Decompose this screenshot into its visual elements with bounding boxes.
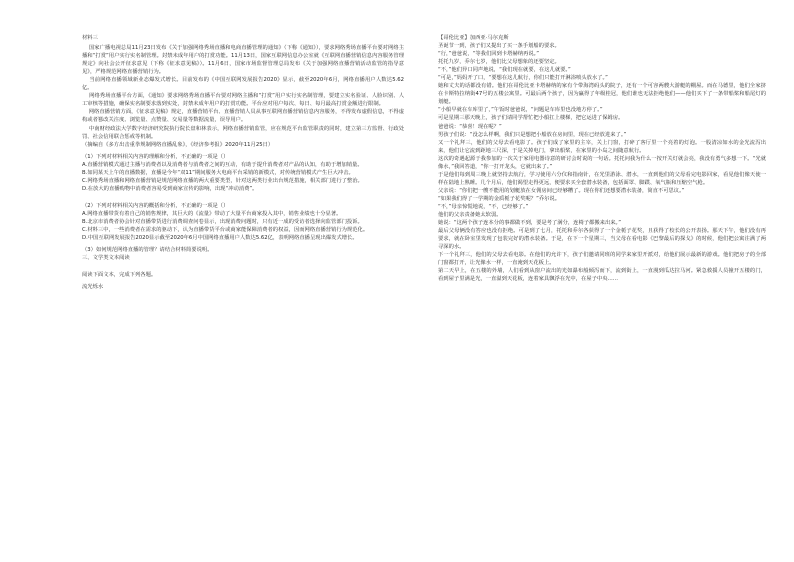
question-2-stem: （2）下列对材料相关内容的概括和分析，不正确的一项是（） (82, 202, 229, 209)
story-paragraph: 第二天早上，在五楼的外墙，人们看到从窗户流出的光如瀑布般倾泻而下，流到街上，一直漫到瓜达拉马河。紧急救援人员撞开五楼的门，看到屋子里满是光，一直溢到天花板，连着家具飘浮在光中，在屋子中央…… (438, 268, 766, 283)
material-paragraph: 网络秀场直播平台方面，《通知》要求网络秀场直播平台要对网络主播和“打赏”用户实行实名制管理，要建立实名验证、人脸识别、人工审核等措施，确保实名制要求落到实处，封禁未成年用户的打赏功能。平台应对用户每次、每日、每月最高打赏金额进行限制。 (82, 93, 404, 108)
story-author: 【哥伦比亚】加西亚·马尔克斯 (438, 35, 509, 41)
question-1-stem: （1）下列对材料相关内容的理解和分析，不正确的一项是（） (82, 153, 229, 160)
material-paragraph: 中南财经政法大学数字经济研究院执行院长盘和林表示，网络直播营销监管，应在规范平台监管职责的同时，建立第三方监督、行政处罚、社会信用联合惩戒等机制。 (82, 125, 404, 140)
question-1-option-d: D.在放大的直播购物中消费者容易受到商家宣传的影响，出现“冲动消费”。 (82, 185, 258, 192)
story-paragraph: 男孩子们说：“没怎么样啊，我们只是想把小船放在房间里，现在已经放进来了。” (438, 131, 627, 138)
right-column (438, 34, 766, 283)
story-paragraph: 他们的父亲责备她太软弱。 (438, 212, 502, 219)
question-1-option-b: B.如同某天上午的直播数据，直播是今年“双11”期间服务大电商平台采销的新模式，对传统营销模式产生巨大冲击。 (82, 169, 354, 176)
material-paragraph: 网络直播营销方面，《征求意见稿》规定，直播营销平台、直播营销人员从事互联网直播营销信息内容服务，不得发布虚假信息，不得虚构或者篡改关注度、浏览量、点赞量、交易量等数据流量，误导用户。 (82, 109, 404, 124)
story-paragraph: 托托九岁，乔尔七岁，他们比父母想象的还要坚定。 (438, 59, 560, 66)
question-3: （3）如何规范网络直播的管理？请结合材料简要说明。 (82, 247, 213, 254)
story-paragraph: “不，”母亲惊慌地说，“不，已经够了。” (438, 203, 529, 210)
story-paragraph: 这次的奇遇起源于我参加的一次关于家用电器诗意的研讨会时说的一句话。托托问我为什么一按开关灯就会亮，我没有勇气多想一下。“光就像水，”我回答道，“你一打开龙头，它就出来了。” (438, 155, 766, 170)
story-paragraph: 于是他们每到周三晚上就坚持去航行，学习使用六分仪和指南针，在光里游泳、潜水，一直到他们的父母看完电影回家，看见他们像天使一样在陆地上熟睡。几个月后，他们渴望走得更远，便要求买全套潜水装备，包括面罩、脚蹼、氧气瓶和压缩空气枪。 (438, 171, 766, 186)
story-paragraph: 她和丈夫的话都没有错。他们在哥伦比亚卡塔赫纳的家有个带海湾码头的院子，还有一个可容两艘大游艇的棚屋。而在马德里，他们全家挤在卡斯特拉纳街47号的五楼公寓里。可最后两个孩子，因为赢得了年级桂冠，他们谁也无法拒绝他们——他们买下了一条带船桨和船尾灯的划艇。 (438, 83, 766, 106)
story-paragraph: “如果我们得了一学期的金质栀子花奖呢？”乔尔说。 (438, 195, 561, 202)
story-paragraph: 爸爸说：“恭喜！现在呢？” (438, 123, 502, 130)
story-paragraph: 又一个礼拜三，他们的父母去看电影了。孩子们成了家里的主宰，关上门窗，打碎了客厅里一个亮着的灯泡。一股清凉如水的金光流泻出来，他们让它流到距地三尺深，于是关掉电门，拿出船桨，在家里的小岛之间随意航行。 (438, 139, 766, 154)
story-paragraph: 下一个礼拜三，他们的父母去看电影。在他们的允许下，孩子们邀请同班的同学来家里开派对，给他们展示最新的游戏。他们把房子的全部门窗都打开，让光像水一样，一直淹到天花板上。 (438, 252, 766, 267)
reading-instruction: 阅读下面文本，完成下列各题。 (82, 272, 157, 279)
material-paragraph: 当前网络直播领域新业态爆发式增长。目前发布的《中国互联网发展报告2020》显示，截至2020年6月，网络直播用户人数达5.62亿。 (82, 77, 404, 92)
source-citation: （摘编自《多方出击重拳规制网络直播乱象》，《经济参考报》2020年11月25日） (82, 141, 274, 148)
question-1-option-a: A.直播营销模式通过主播与消费者以及消费者与消费者之间的互动，有助于提升消费者对产品的认知，有助于增加销量。 (82, 161, 363, 168)
question-2-option-d: D.中国互联网发展报告2020显示截至2020年6月中国网络直播用户人数达5.62亿，表明网络直播呈现出爆发式增长。 (82, 235, 358, 242)
story-paragraph: “不，”他们异口同声地说，“我们现在就要，在这儿就要。” (438, 67, 571, 74)
story-title: 流光烁水 (82, 284, 104, 291)
story-paragraph: “小船早就在车库里了，”午饭时爸爸说，“问题是车库里也没地方停了。” (438, 107, 603, 114)
question-2-option-a: A.网络直播带货有着自己的销售规律，其巨大的《流量》带动了大量平台商家投入其中，销售业绩也十分显著。 (82, 210, 342, 217)
question-1-option-c: C.网络秀场直播和网络直播营销是规范网络直播的两大重要类型，针对这两类行业出台规范措施，相关部门进行了整治。 (82, 177, 363, 184)
story-paragraph: “可是，”妈妈开了口，“要想在这儿航行，你们只能打开淋浴喷头放水了。” (438, 75, 608, 82)
question-2-option-c: C.材料三中，一些消费者在需求的驱动下，认为直播带货平台或商家能保障消费者的权益，因而网络直播营销行为规范化。 (82, 227, 369, 234)
story-paragraph: “行，”爸爸说，“等我们回到卡塔赫纳再说。” (438, 51, 540, 58)
story-paragraph: 父亲说：“你们把一艘不能用的划艇放在女佣房间已经够糟了。现在你们还想要潜水装备，简直不可思议。” (438, 187, 685, 194)
story-paragraph: 最后父母俩没有答应也没有拒绝。可是到了七月，托托和乔尔各获得了一个金栀子花奖，且获得了校长的公开表扬。那天下午，他们没有再要求，就在卧室里发现了包装完好的潜水装备。于是，在下一个星期三，当父母在看电影《巴黎最后的探戈》的时候，他们把公寓注满了两寻深的水。 (438, 228, 766, 251)
material-paragraph: 国家广播电视总局11月23日发布《关于加强网络秀场直播和电商直播管理的通知》（下称《通知》），要求网络秀场直播平台要对网络主播和“打赏”用户实行实名制管理。封禁未成年用户的打赏功能。11月13日，国家互联网信息办公室就《互联网直播营销信息内容服务管理规定》向社会公开征求意见（下称《征求意见稿》）。11月6日，国家市场监督管理总局发布《关于加强网络直播营销活动监管的指导意见》，严格规范网络直播营销行为。 (82, 45, 404, 76)
section-heading: 三、文学类文本阅读 (82, 255, 130, 262)
story-paragraph: 可是星期三那天晚上，孩子们请同学帮忙把小船扛上楼梯，把它运进了保姆房。 (438, 115, 624, 122)
question-2-option-b: B.北京市消费者协会针对直播带货进行消费调查问卷显示，出现消费问题时，只有近一成的受访者选择向监管部门投诉。 (82, 218, 363, 225)
story-paragraph: 她说：“这两个孩子连本分的事都做不到，要是考了满分，连椅子都搬来出来。” (438, 220, 621, 227)
material-heading: 材料三 (82, 35, 98, 41)
story-paragraph: 圣诞节一到，孩子们又提出了买一条手划船的要求。 (438, 43, 560, 50)
left-column (82, 34, 404, 291)
